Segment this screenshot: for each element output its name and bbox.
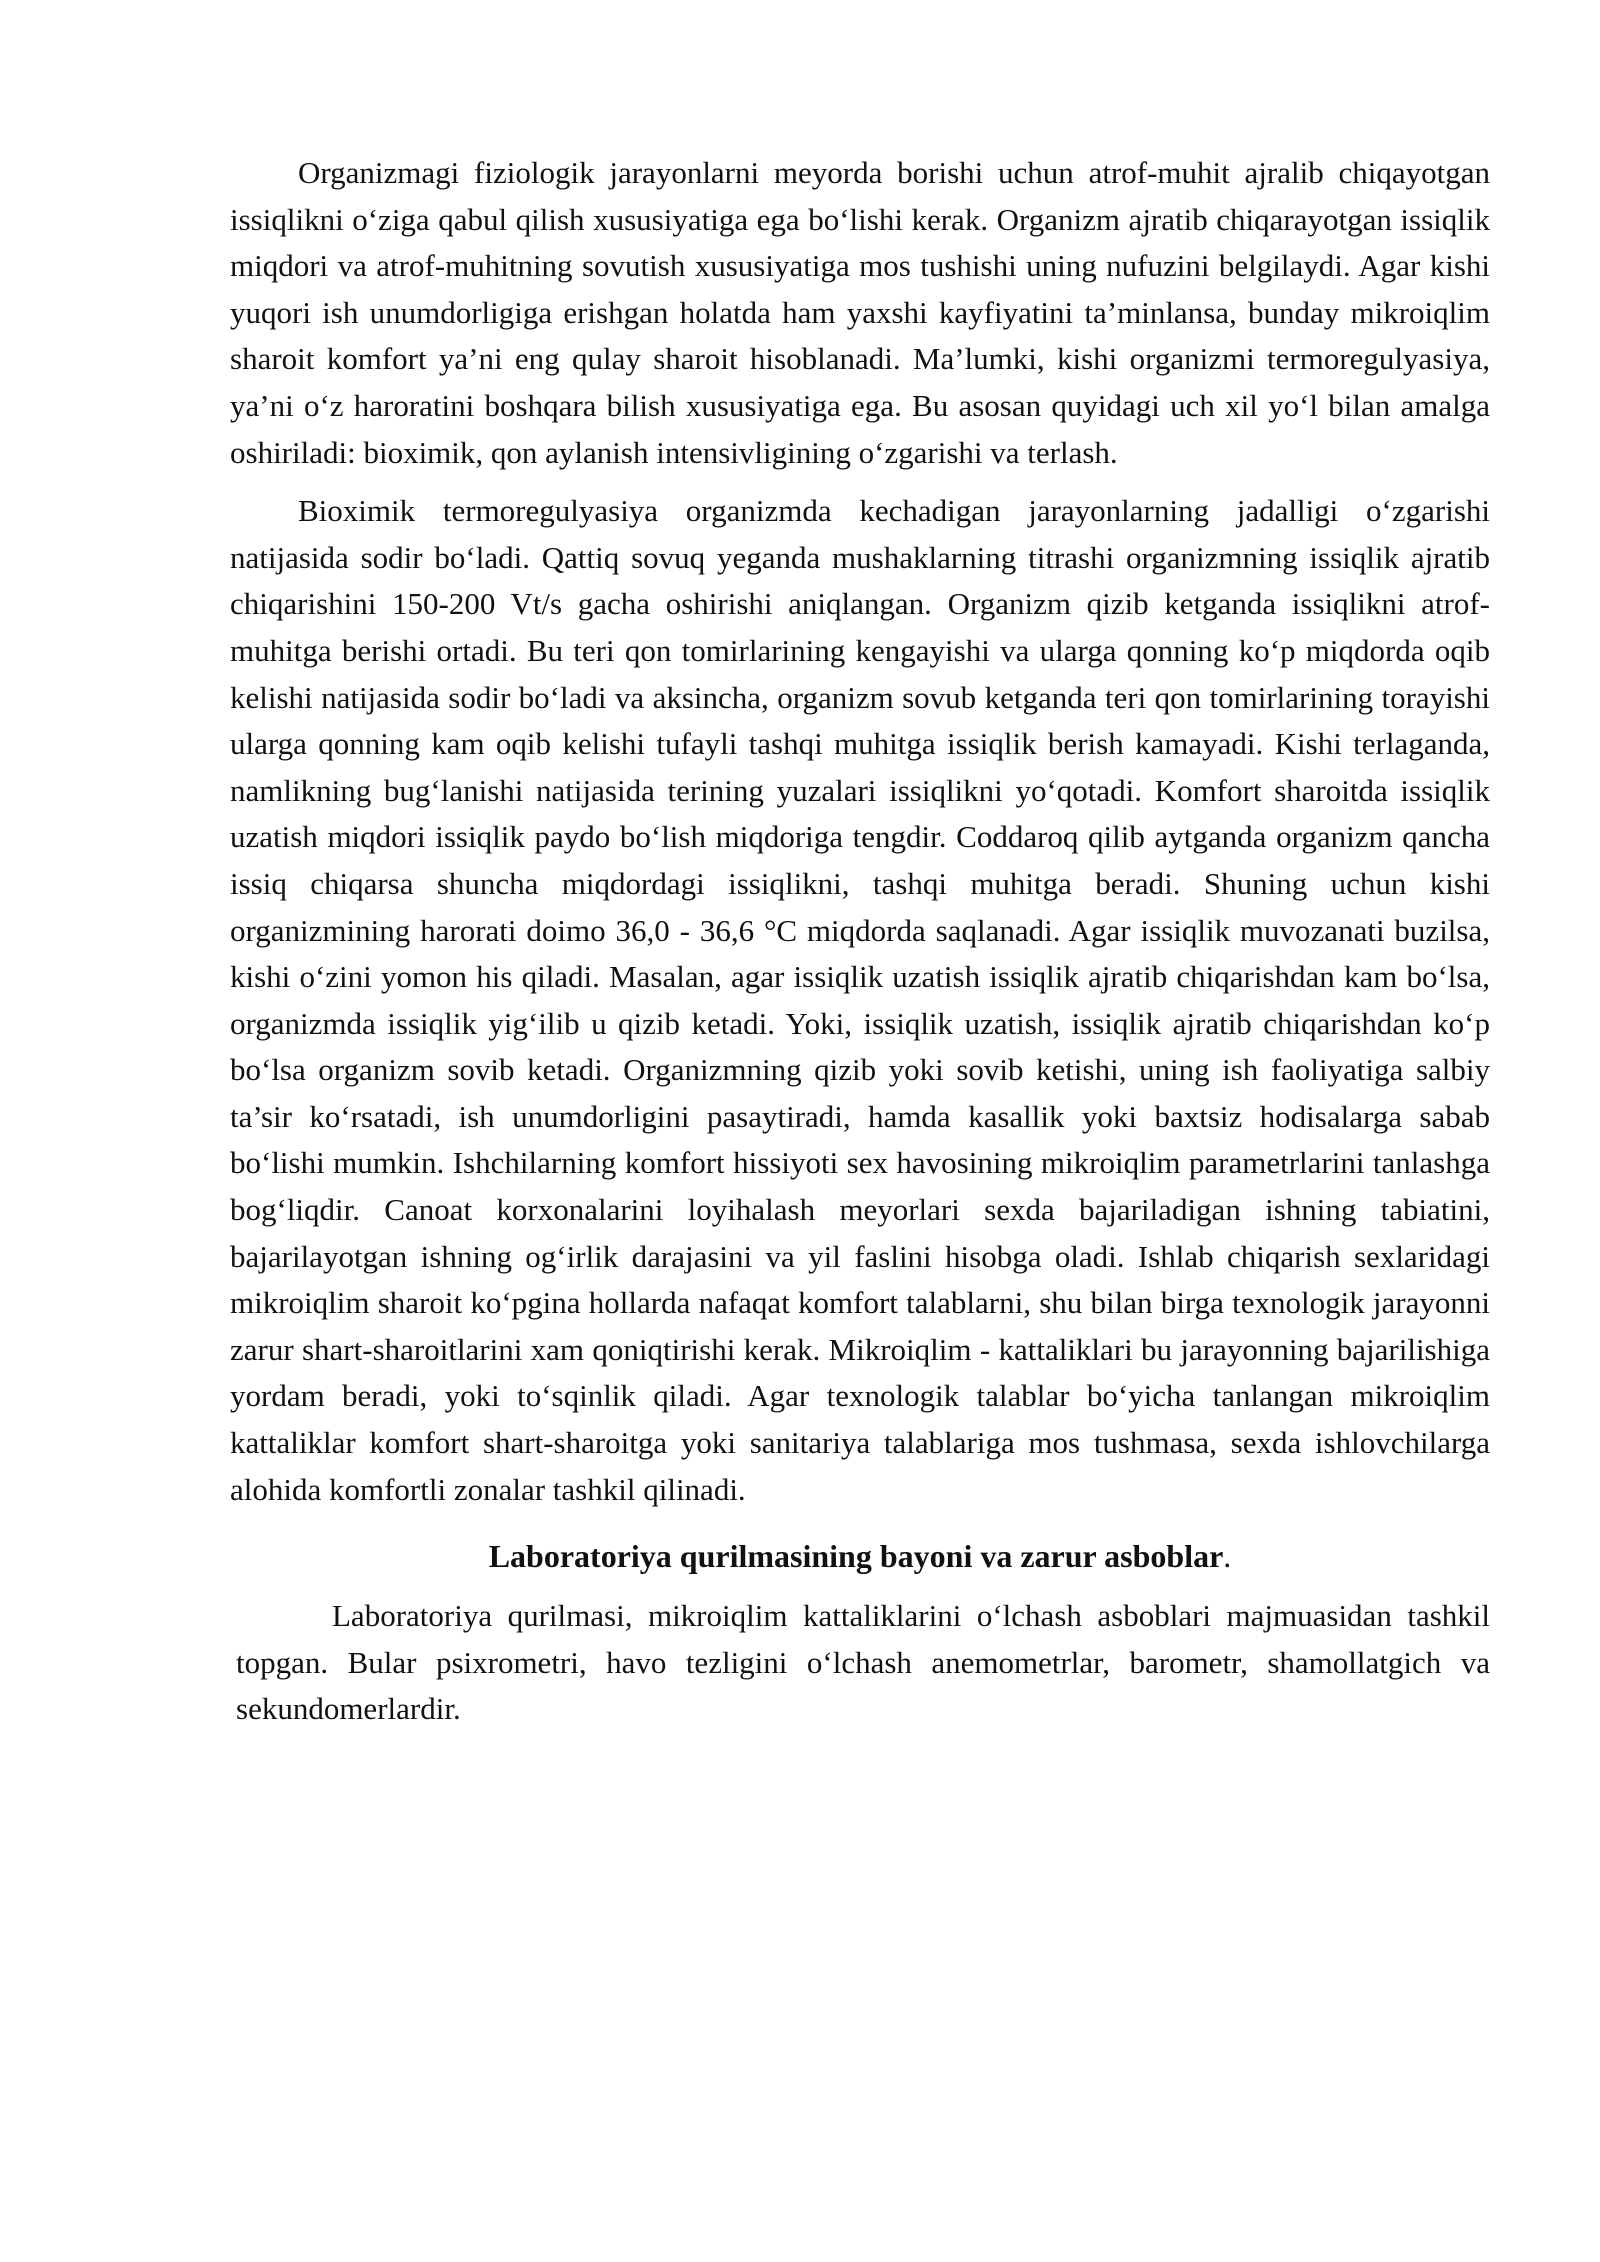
document-page [230,150,1490,1733]
section-heading [230,1533,1490,1579]
paragraph-thermoregulation-intro: Organizmagi fiziologik jarayonlarni meyorda borishi uchun atrof-muhit ajralib chiqayotgan issiqlikni o‘ziga qabul qilish xususiyatiga ega bo‘lishi kerak. Organizm ajratib chiqarayotgan issiqlik miqdori va atrof-muhitning sovutish xususiyatiga mos tushishi uning nufuzini belgilaydi. Agar kishi yuqori ish unumdorligiga erishgan holatda ham yaxshi kayfiyatini ta’minlansa, bunday mikroiqlim sharoit komfort ya’ni eng qulay sharoit hisoblanadi. Ma’lumki, kishi organizmi termoregulyasiya, ya’ni o‘z haroratini boshqara bilish xususiyatiga ega. Bu asosan quyidagi uch xil yo‘l bilan amalga oshiriladi: bioximik, qon aylanish intensivligining o‘zgarishi va terlash. [230,155,1490,470]
section-heading-dot: . [1223,1538,1232,1575]
paragraph-laboratory-setup: Laboratoriya qurilmasi, mikroiqlim kattaliklarini o‘lchash asboblari majmuasidan tashkil topgan. Bular psixrometri, havo tezligini o‘lchash anemometrlar, barometr, shamollatgich va sekundomerlardir. [236,1598,1490,1727]
section-heading-text: Laboratoriya qurilmasining bayoni va zarur asboblar [488,1538,1224,1575]
paragraph-bioximik-termoregulyasiya: Bioximik termoregulyasiya organizmda kechadigan jarayonlarning jadalligi o‘zgarishi natijasida sodir bo‘ladi. Qattiq sovuq yeganda mushaklarning titrashi organizmning issiqlik ajratib chiqarishini 150-200 Vt/s gacha oshirishi aniqlangan. Organizm qizib ketganda issiqlikni atrof-muhitga berishi ortadi. Bu teri qon tomirlarining kengayishi va ularga qonning ko‘p miqdorda oqib kelishi natijasida sodir bo‘ladi va aksincha, organizm sovub ketganda teri qon tomirlarining torayishi ularga qonning kam oqib kelishi tufayli tashqi muhitga issiqlik berish kamayadi. Kishi terlaganda, namlikning bug‘lanishi natijasida terining yuzalari issiqlikni yo‘qotadi. Komfort sharoitda issiqlik uzatish miqdori issiqlik paydo bo‘lish miqdoriga tengdir. Coddaroq qilib aytganda organizm qancha issiq chiqarsa shuncha miqdordagi issiqlikni, tashqi muhitga beradi. Shuning uchun kishi organizmining harorati doimo 36,0 - 36,6 °C miqdorda saqlanadi. Agar issiqlik muvozanati buzilsa, kishi o‘zini yomon his qiladi. Masalan, agar issiqlik uzatish issiqlik ajratib chiqarishdan kam bo‘lsa, organizmda issiqlik yig‘ilib u qizib ketadi. Yoki, issiqlik uzatish, issiqlik ajratib chiqarishdan ko‘p bo‘lsa organizm sovib ketadi. Organizmning qizib yoki sovib ketishi, uning ish faoliyatiga salbiy ta’sir ko‘rsatadi, ish unumdorligini pasaytiradi, hamda kasallik yoki baxtsiz hodisalarga sabab bo‘lishi mumkin. Ishchilarning komfort hissiyoti sex havosining mikroiqlim parametrlarini tanlashga bog‘liqdir. Canoat korxonalarini loyihalash meyorlari sexda bajariladigan ishning tabiatini, bajarilayotgan ishning og‘irlik darajasini va yil faslini hisobga oladi. Ishlab chiqarish sexlaridagi mikroiqlim sharoit ko‘pgina hollarda nafaqat komfort talablarni, shu bilan birga texnologik jarayonni zarur shart-sharoitlarini xam qoniqtirishi kerak. Mikroiqlim - kattaliklari bu jarayonning bajarilishiga yordam beradi, yoki to‘sqinlik qiladi. Agar texnologik talablar bo‘yicha tanlangan mikroiqlim kattaliklar komfort shart-sharoitga yoki sanitariya talablariga mos tushmasa, sexda ishlovchilarga alohida komfortli zonalar tashkil qilinadi. [230,493,1490,1507]
